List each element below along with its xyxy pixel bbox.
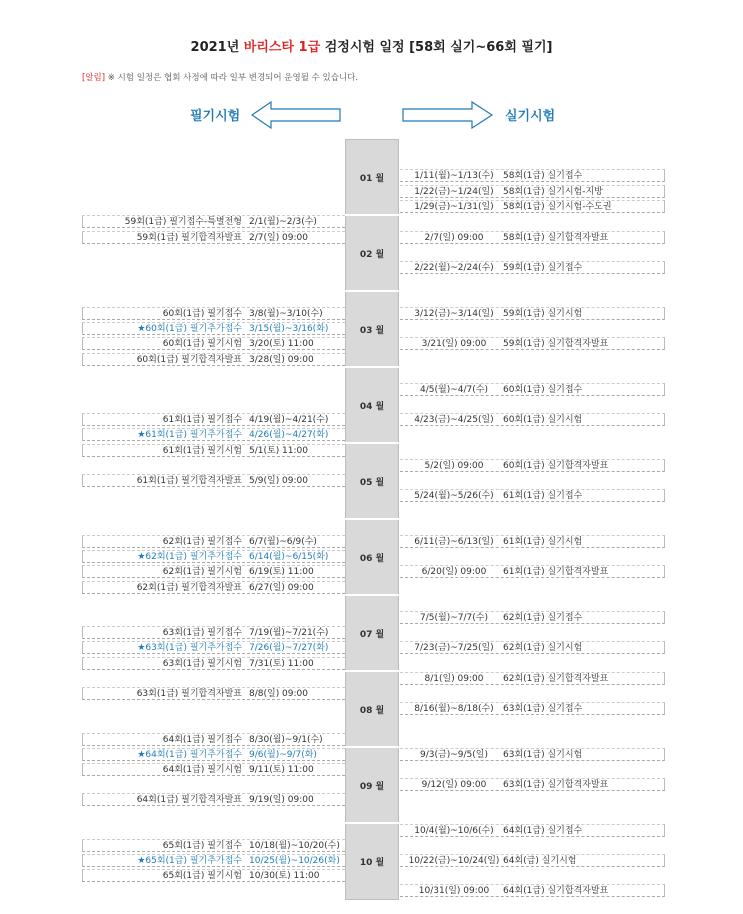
written-exam-row xyxy=(82,413,345,426)
exam-name: 59회(1급) 필기합격자발표 xyxy=(136,233,242,243)
exam-name: 61회(1급) 실기합격자발표 xyxy=(503,567,609,577)
exam-name: 60회(1급) 실기시험 xyxy=(503,415,583,425)
exam-date: 10/30(토) 11:00 xyxy=(249,871,320,881)
exam-name: 65회(1급) 필기시험 xyxy=(162,871,242,881)
exam-name: 63회(1급) 필기접수 xyxy=(162,628,242,638)
exam-name: 59회(1급) 필기접수-특별전형 xyxy=(124,217,242,227)
exam-date: 1/29(금)~1/31(일) xyxy=(414,202,494,212)
exam-date: 2/7(일) 09:00 xyxy=(424,233,484,243)
month-label: 10 월 xyxy=(359,858,385,868)
exam-date: 3/8(월)~3/10(수) xyxy=(249,309,323,319)
written-exam-row xyxy=(82,353,345,366)
month-divider xyxy=(345,366,399,368)
exam-name: 62회(1급) 실기시험 xyxy=(503,643,583,653)
exam-date: 10/31(일) 09:00 xyxy=(418,886,490,896)
written-exam-row xyxy=(82,307,345,320)
written-exam-row xyxy=(82,793,345,806)
practical-exam-row xyxy=(400,884,665,897)
exam-date: 2/1(월)~2/3(수) xyxy=(249,217,317,227)
practical-exam-row xyxy=(400,307,665,320)
exam-name: 60회(1급) 필기시험 xyxy=(162,339,242,349)
exam-name: 59회(1급) 실기합격자발표 xyxy=(503,339,609,349)
arrow-left-icon xyxy=(251,100,341,130)
exam-date: 3/15(월)~3/16(화) xyxy=(249,324,329,334)
exam-date: 9/19(일) 09:00 xyxy=(249,795,314,805)
arrow-right-icon xyxy=(402,100,494,130)
exam-name: 58회(1급) 실기시험-수도권 xyxy=(503,202,612,212)
written-exam-row xyxy=(82,322,345,335)
written-exam-row xyxy=(82,444,345,457)
practical-exam-row xyxy=(400,748,665,761)
exam-name: 58회(1급) 실기접수 xyxy=(503,171,583,181)
written-exam-row xyxy=(82,337,345,350)
practical-exam-row xyxy=(400,565,665,578)
exam-date: 7/19(월)~7/21(수) xyxy=(249,628,329,638)
exam-name: 63회(1급) 실기접수 xyxy=(503,704,583,714)
written-exam-row xyxy=(82,550,345,563)
exam-name: ★63회(1급) 필기추가접수 xyxy=(137,643,242,653)
month-label: 05 월 xyxy=(359,478,385,488)
written-exam-row xyxy=(82,565,345,578)
exam-date: 1/11(월)~1/13(수) xyxy=(414,171,494,181)
exam-name: 60회(1급) 실기합격자발표 xyxy=(503,461,609,471)
exam-name: 64회(1급) 필기합격자발표 xyxy=(136,795,242,805)
practical-exam-row xyxy=(400,489,665,502)
exam-name: 61회(1급) 필기접수 xyxy=(162,415,242,425)
month-divider xyxy=(345,822,399,824)
written-exam-row xyxy=(82,657,345,670)
exam-name: ★61회(1급) 필기추가접수 xyxy=(137,430,242,440)
written-exam-row xyxy=(82,687,345,700)
month-label: 08 월 xyxy=(359,706,385,716)
exam-date: 7/5(월)~7/7(수) xyxy=(420,613,488,623)
month-divider xyxy=(345,746,399,748)
exam-name: 58회(1급) 실기시험-지방 xyxy=(503,187,603,197)
exam-date: 10/4(월)~10/6(수) xyxy=(414,826,494,836)
exam-name: 63회(1급) 실기합격자발표 xyxy=(503,780,609,790)
practical-exam-row xyxy=(400,200,665,213)
exam-name: 59회(1급) 실기접수 xyxy=(503,263,583,273)
exam-name: 60회(1급) 실기접수 xyxy=(503,385,583,395)
exam-name: 62회(1급) 실기합격자발표 xyxy=(503,674,609,684)
written-exam-row xyxy=(82,869,345,882)
exam-name: 64회(1급) 필기시험 xyxy=(162,765,242,775)
month-label: 03 월 xyxy=(359,326,385,336)
exam-date: 6/27(일) 09:00 xyxy=(249,583,314,593)
exam-date: 6/11(금)~6/13(일) xyxy=(414,537,494,547)
written-exam-row xyxy=(82,733,345,746)
practical-exam-row xyxy=(400,641,665,654)
exam-name: 64회(1급) 필기접수 xyxy=(162,735,242,745)
month-divider xyxy=(345,214,399,216)
exam-name: 59회(1급) 실기시험 xyxy=(503,309,583,319)
practical-exam-row xyxy=(400,413,665,426)
practical-exam-header: 실기시험 xyxy=(505,109,556,124)
exam-date: 5/1(토) 11:00 xyxy=(249,446,308,456)
exam-date: 4/23(금)~4/25(일) xyxy=(414,415,494,425)
written-exam-row xyxy=(82,535,345,548)
exam-date: 3/20(토) 11:00 xyxy=(249,339,314,349)
exam-name: ★60회(1급) 필기추가접수 xyxy=(137,324,242,334)
written-exam-row xyxy=(82,641,345,654)
exam-name: 63회(1급) 필기합격자발표 xyxy=(136,689,242,699)
title-suffix: 검정시험 일정 [58회 실기~66회 필기] xyxy=(320,40,553,55)
exam-name: 62회(1급) 필기접수 xyxy=(162,537,242,547)
exam-date: 4/26(월)~4/27(화) xyxy=(249,430,329,440)
exam-date: 9/11(토) 11:00 xyxy=(249,765,314,775)
exam-name: 61회(1급) 실기접수 xyxy=(503,491,583,501)
practical-exam-row xyxy=(400,337,665,350)
written-exam-row xyxy=(82,215,345,228)
exam-date: 5/9(일) 09:00 xyxy=(249,476,308,486)
month-label: 09 월 xyxy=(359,782,385,792)
exam-date: 4/5(월)~4/7(수) xyxy=(420,385,488,395)
exam-date: 6/19(토) 11:00 xyxy=(249,567,314,577)
exam-date: 6/7(월)~6/9(수) xyxy=(249,537,317,547)
practical-exam-row xyxy=(400,824,665,837)
exam-date: 8/8(일) 09:00 xyxy=(249,689,308,699)
month-divider xyxy=(345,518,399,520)
month-divider xyxy=(345,594,399,596)
practical-exam-row xyxy=(400,778,665,791)
exam-date: 5/24(월)~5/26(수) xyxy=(414,491,494,501)
exam-date: 6/20(일) 09:00 xyxy=(421,567,487,577)
exam-date: 3/12(금)~3/14(일) xyxy=(414,309,494,319)
practical-exam-row xyxy=(400,535,665,548)
month-label: 07 월 xyxy=(359,630,385,640)
exam-name: 65회(1급) 필기접수 xyxy=(162,841,242,851)
exam-name: 61회(1급) 필기시험 xyxy=(162,446,242,456)
exam-name: 64회(1급) 실기합격자발표 xyxy=(503,886,609,896)
exam-date: 3/28(일) 09:00 xyxy=(249,355,314,365)
exam-name: 63회(1급) 필기시험 xyxy=(162,659,242,669)
month-divider xyxy=(345,442,399,444)
practical-exam-row xyxy=(400,169,665,182)
month-label: 06 월 xyxy=(359,554,385,564)
title-prefix: 2021년 xyxy=(190,40,244,55)
exam-name: 62회(1급) 실기접수 xyxy=(503,613,583,623)
exam-date: 8/1(일) 09:00 xyxy=(424,674,484,684)
exam-name: ★62회(1급) 필기추가접수 xyxy=(137,552,242,562)
month-label: 02 월 xyxy=(359,250,385,260)
month-divider xyxy=(345,670,399,672)
exam-date: 8/30(월)~9/1(수) xyxy=(249,735,323,745)
exam-date: 9/3(금)~9/5(일) xyxy=(420,750,488,760)
written-exam-row xyxy=(82,763,345,776)
written-exam-row xyxy=(82,474,345,487)
exam-date: 8/16(월)~8/18(수) xyxy=(414,704,494,714)
exam-date: 9/6(월)~9/7(화) xyxy=(249,750,317,760)
month-label: 01 월 xyxy=(359,174,385,184)
exam-date: 7/26(월)~7/27(화) xyxy=(249,643,329,653)
exam-name: 62회(1급) 필기합격자발표 xyxy=(136,583,242,593)
practical-exam-row xyxy=(400,702,665,715)
practical-exam-row xyxy=(400,383,665,396)
title-highlight: 바리스타 1급 xyxy=(243,40,321,55)
practical-exam-row xyxy=(400,231,665,244)
practical-exam-row xyxy=(400,611,665,624)
exam-date: 7/31(토) 11:00 xyxy=(249,659,314,669)
practical-exam-row xyxy=(400,672,665,685)
exam-date: 10/25(월)~10/26(화) xyxy=(249,856,340,866)
exam-date: 5/2(일) 09:00 xyxy=(424,461,484,471)
exam-name: 60회(1급) 필기접수 xyxy=(162,309,242,319)
written-exam-row xyxy=(82,428,345,441)
practical-exam-row xyxy=(400,185,665,198)
exam-date: 4/19(월)~4/21(수) xyxy=(249,415,329,425)
exam-name: ★64회(1급) 필기추가접수 xyxy=(137,750,242,760)
practical-exam-row xyxy=(400,261,665,274)
exam-name: 61회(1급) 필기합격자발표 xyxy=(136,476,242,486)
exam-date: 2/22(월)~2/24(수) xyxy=(414,263,494,273)
written-exam-row xyxy=(82,839,345,852)
practical-exam-row xyxy=(400,459,665,472)
exam-date: 10/22(금)~10/24(일) xyxy=(408,856,500,866)
exam-date: 10/18(월)~10/20(수) xyxy=(249,841,340,851)
written-exam-row xyxy=(82,854,345,867)
written-exam-row xyxy=(82,581,345,594)
exam-date: 7/23(금)~7/25(일) xyxy=(414,643,494,653)
exam-name: 61회(1급) 실기시험 xyxy=(503,537,583,547)
exam-name: 64회(1급) 실기접수 xyxy=(503,826,583,836)
written-exam-row xyxy=(82,626,345,639)
exam-name: 60회(1급) 필기합격자발표 xyxy=(136,355,242,365)
exam-name: 58회(1급) 실기합격자발표 xyxy=(503,233,609,243)
notice-text: ※ 시험 일정은 협회 사정에 따라 일부 변경되어 운영될 수 있습니다. xyxy=(107,73,359,83)
month-divider xyxy=(345,290,399,292)
exam-date: 2/7(일) 09:00 xyxy=(249,233,308,243)
exam-date: 6/14(월)~6/15(화) xyxy=(249,552,329,562)
exam-date: 3/21(일) 09:00 xyxy=(421,339,487,349)
notice xyxy=(82,71,358,83)
exam-name: ★65회(1급) 필기추가접수 xyxy=(137,856,242,866)
notice-tag: [알림] xyxy=(82,73,106,83)
page-title xyxy=(0,36,743,55)
exam-date: 1/22(금)~1/24(일) xyxy=(414,187,494,197)
written-exam-row xyxy=(82,231,345,244)
written-exam-header: 필기시험 xyxy=(190,109,241,124)
exam-date: 9/12(일) 09:00 xyxy=(421,780,487,790)
month-label: 04 월 xyxy=(359,402,385,412)
exam-name: 62회(1급) 필기시험 xyxy=(162,567,242,577)
practical-exam-row xyxy=(400,854,665,867)
exam-name: 63회(1급) 실기시험 xyxy=(503,750,583,760)
written-exam-row xyxy=(82,748,345,761)
exam-name: 64회(급) 실기시험 xyxy=(503,856,577,866)
